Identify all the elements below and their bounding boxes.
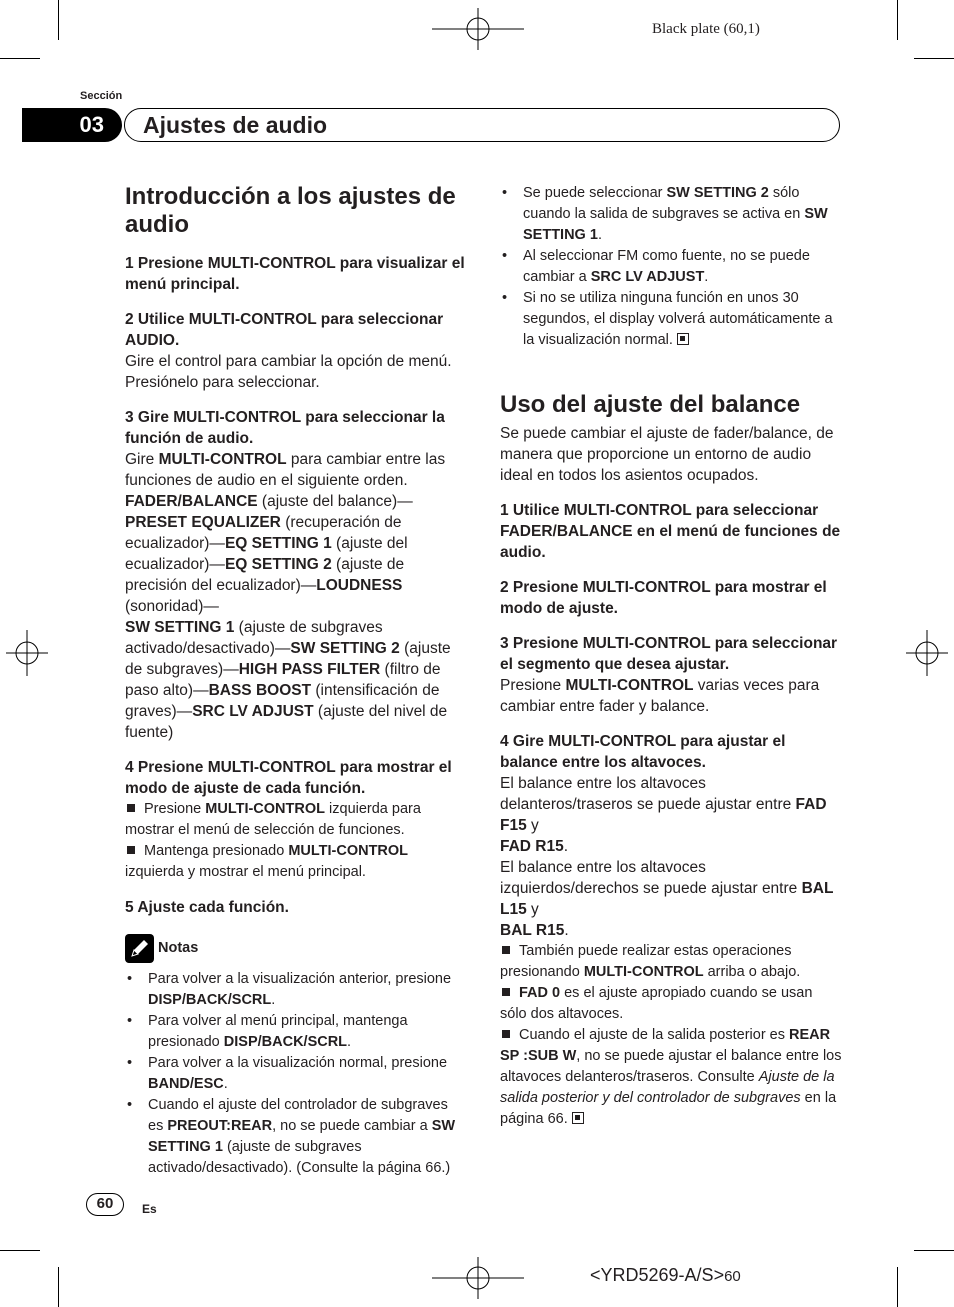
- model-code: <YRD5269-A/S>60: [590, 1265, 741, 1285]
- crop-mark: [914, 1250, 954, 1251]
- section-heading-balance: Uso del ajuste del balance: [500, 391, 801, 418]
- notes-header: [125, 934, 467, 963]
- section-label: Sección: [80, 90, 123, 102]
- balance-note-2: FAD 0 es el ajuste apropiado cuando se usan sólo dos altavoces.: [500, 985, 813, 1022]
- balance-step-4: 4 Gire MULTI-CONTROL para ajustar el balance entre los altavoces.: [500, 733, 786, 771]
- crop-mark: [58, 0, 59, 40]
- list-item: • Para volver a la visualización normal, presione BAND/ESC.: [125, 1053, 467, 1095]
- step-1: 1 Presione MULTI-CONTROL para visualizar el menú principal.: [125, 255, 465, 293]
- section-number: 03: [22, 108, 122, 142]
- balance-step-3: 3 Presione MULTI-CONTROL para seleccionar el segmento que desea ajustar.: [500, 635, 838, 673]
- list-item: • Se puede seleccionar SW SETTING 2 sólo cuando la salida de subgraves se activa en SW SETTING 1.: [500, 183, 842, 246]
- square-bullet-icon: [502, 1030, 510, 1038]
- registration-target-icon: [430, 8, 526, 50]
- page-heading: Introducción a los ajustes de audio: [125, 183, 456, 238]
- step-4-note-1: Presione MULTI-CONTROL izquierda para mostrar el menú de selección de funciones.: [125, 801, 421, 838]
- list-item: • Al seleccionar FM como fuente, no se puede cambiar a SRC LV ADJUST.: [500, 246, 842, 288]
- registration-target-icon: [6, 628, 48, 678]
- square-bullet-icon: [127, 846, 135, 854]
- step-5: 5 Ajuste cada función.: [125, 899, 289, 916]
- square-bullet-icon: [127, 804, 135, 812]
- language-code: Es: [142, 1202, 157, 1216]
- step-2: 2 Utilice MULTI-CONTROL para seleccionar AUDIO.: [125, 311, 444, 349]
- square-bullet-icon: [502, 988, 510, 996]
- notes-pencil-icon: [125, 934, 154, 963]
- step-3: 3 Gire MULTI-CONTROL para seleccionar la función de audio.: [125, 409, 445, 447]
- crop-mark: [0, 58, 40, 59]
- square-bullet-icon: [502, 946, 510, 954]
- crop-mark: [897, 0, 898, 40]
- step-4-note-2: Mantenga presionado MULTI-CONTROL izquierda y mostrar el menú principal.: [125, 843, 409, 880]
- plate-label: Black plate (60,1): [652, 21, 760, 37]
- balance-step-2: 2 Presione MULTI-CONTROL para mostrar el modo de ajuste.: [500, 579, 827, 617]
- registration-target-icon: [430, 1257, 526, 1299]
- crop-mark: [58, 1267, 59, 1307]
- balance-step-4-body-1: El balance entre los altavoces delanteros/traseros se puede ajustar entre FAD F15 y FAD R15.: [500, 775, 827, 855]
- registration-target-icon: [906, 628, 948, 678]
- notes-list-continued: [500, 183, 842, 351]
- right-column: [500, 183, 842, 1130]
- end-mark-icon: [677, 333, 689, 345]
- balance-step-4-body-2: El balance entre los altavoces izquierdos/derechos se puede ajustar entre BAL L15 y BAL R15.: [500, 859, 834, 939]
- left-column: [125, 183, 467, 1179]
- step-4: 4 Presione MULTI-CONTROL para mostrar el modo de ajuste de cada función.: [125, 759, 452, 797]
- balance-intro: Se puede cambiar el ajuste de fader/balance, de manera que proporcione un entorno de audio ideal en todos los asientos ocupados.: [500, 425, 834, 484]
- end-mark-icon: [572, 1112, 584, 1124]
- crop-mark: [914, 58, 954, 59]
- list-item: • Si no se utiliza ninguna función en unos 30 segundos, el display volverá automáticamente a la visualización normal.: [500, 288, 842, 351]
- notes-list: [125, 969, 467, 1179]
- balance-step-1: 1 Utilice MULTI-CONTROL para seleccionar FADER/BALANCE en el menú de funciones de audio.: [500, 502, 841, 561]
- list-item: • Para volver al menú principal, mantenga presionado DISP/BACK/SCRL.: [125, 1011, 467, 1053]
- balance-note-1: También puede realizar estas operaciones presionando MULTI-CONTROL arriba o abajo.: [500, 943, 801, 980]
- notes-label: Notas: [158, 940, 199, 956]
- page-number: 60: [86, 1193, 124, 1216]
- balance-step-3-body: Presione MULTI-CONTROL varias veces para cambiar entre fader y balance.: [500, 677, 820, 715]
- list-item: • Para volver a la visualización anterior, presione DISP/BACK/SCRL.: [125, 969, 467, 1011]
- step-2-body: Gire el control para cambiar la opción de menú. Presiónelo para seleccionar.: [125, 353, 452, 391]
- crop-mark: [0, 1250, 40, 1251]
- section-title: Ajustes de audio: [143, 112, 328, 138]
- balance-note-3: Cuando el ajuste de la salida posterior es REAR SP :SUB W, no se puede ajustar el balance entre los altavoces delanteros/traseros. Consulte Ajuste de la salida posterior y del controlador de subgraves en la página 66.: [500, 1027, 842, 1127]
- crop-mark: [897, 1267, 898, 1307]
- list-item: • Cuando el ajuste del controlador de subgraves es PREOUT:REAR, no se puede cambiar a SW SETTING 1 (ajuste de subgraves activado/desactivado). (Consulte la página 66.): [125, 1095, 467, 1179]
- step-3-body: Gire MULTI-CONTROL para cambiar entre las funciones de audio en el siguiente orden. FADER/BALANCE (ajuste del balance)— PRESET EQUALIZER (recuperación de ecualizador)—EQ SETTING 1 (ajuste del ecualizador)—EQ SETTING 2 (ajuste de precisión del ecualizador)—LOUDNESS (sonoridad)— SW SETTING 1 (ajuste de subgraves activado/desactivado)—SW SETTING 2 (ajuste de subgraves)—HIGH PASS FILTER (filtro de paso alto)—BASS BOOST (intensificación de graves)—SRC LV ADJUST (ajuste del nivel de fuente): [125, 451, 451, 741]
